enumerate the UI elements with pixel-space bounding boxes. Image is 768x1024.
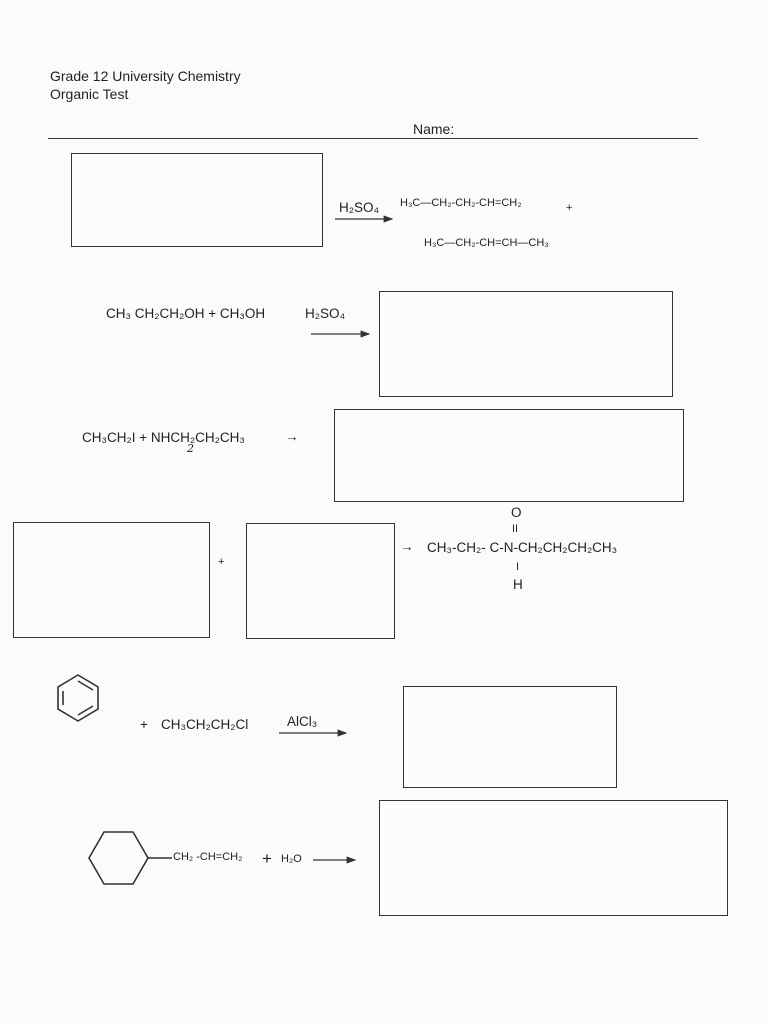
- q4-arrow: →: [400, 539, 414, 554]
- q1-plus: +: [566, 202, 573, 214]
- q4-plus: +: [218, 556, 225, 568]
- q3-reactants: CH₃CH₂I + NHCH₂CH₂CH₃: [82, 430, 245, 445]
- q2-reactants: CH₃ CH₂CH₂OH + CH₃OH: [106, 306, 266, 321]
- q6-water: H₂O: [281, 853, 302, 865]
- q6-chain: CH₂ -CH=CH₂: [173, 851, 243, 863]
- q5-plus: +: [140, 717, 148, 732]
- q2-reagent: H₂SO₄: [305, 306, 346, 321]
- q5-reagent: AlCl₃: [287, 714, 318, 729]
- benzene-ring-icon: [58, 675, 98, 721]
- q5-reactant: CH₃CH₂CH₂Cl: [161, 717, 249, 732]
- worksheet-title: Grade 12 University Chemistry: [50, 68, 241, 84]
- q4-single-bond: I: [516, 561, 520, 573]
- q6-plus: +: [262, 849, 272, 868]
- q1-reagent: H₂SO₄: [339, 200, 380, 215]
- name-label: Name:: [413, 121, 455, 137]
- q4-product: CH₃-CH₂- C-N-CH₂CH₂CH₂CH₃: [427, 540, 618, 555]
- q3-arrow: →: [285, 429, 299, 444]
- q1-product-2: H₃C—CH₂-CH=CH—CH₃: [424, 237, 549, 249]
- worksheet-subtitle: Organic Test: [50, 86, 129, 102]
- q1-product-1: H₃C—CH₂-CH₂-CH=CH₂: [400, 197, 522, 209]
- q4-double-bond: II: [512, 523, 519, 535]
- q3-handwritten-subscript: 2: [187, 442, 194, 455]
- q4-oxygen: O: [511, 505, 522, 520]
- cyclohexane-ring-icon: [89, 832, 172, 884]
- q4-hydrogen: H: [513, 577, 523, 592]
